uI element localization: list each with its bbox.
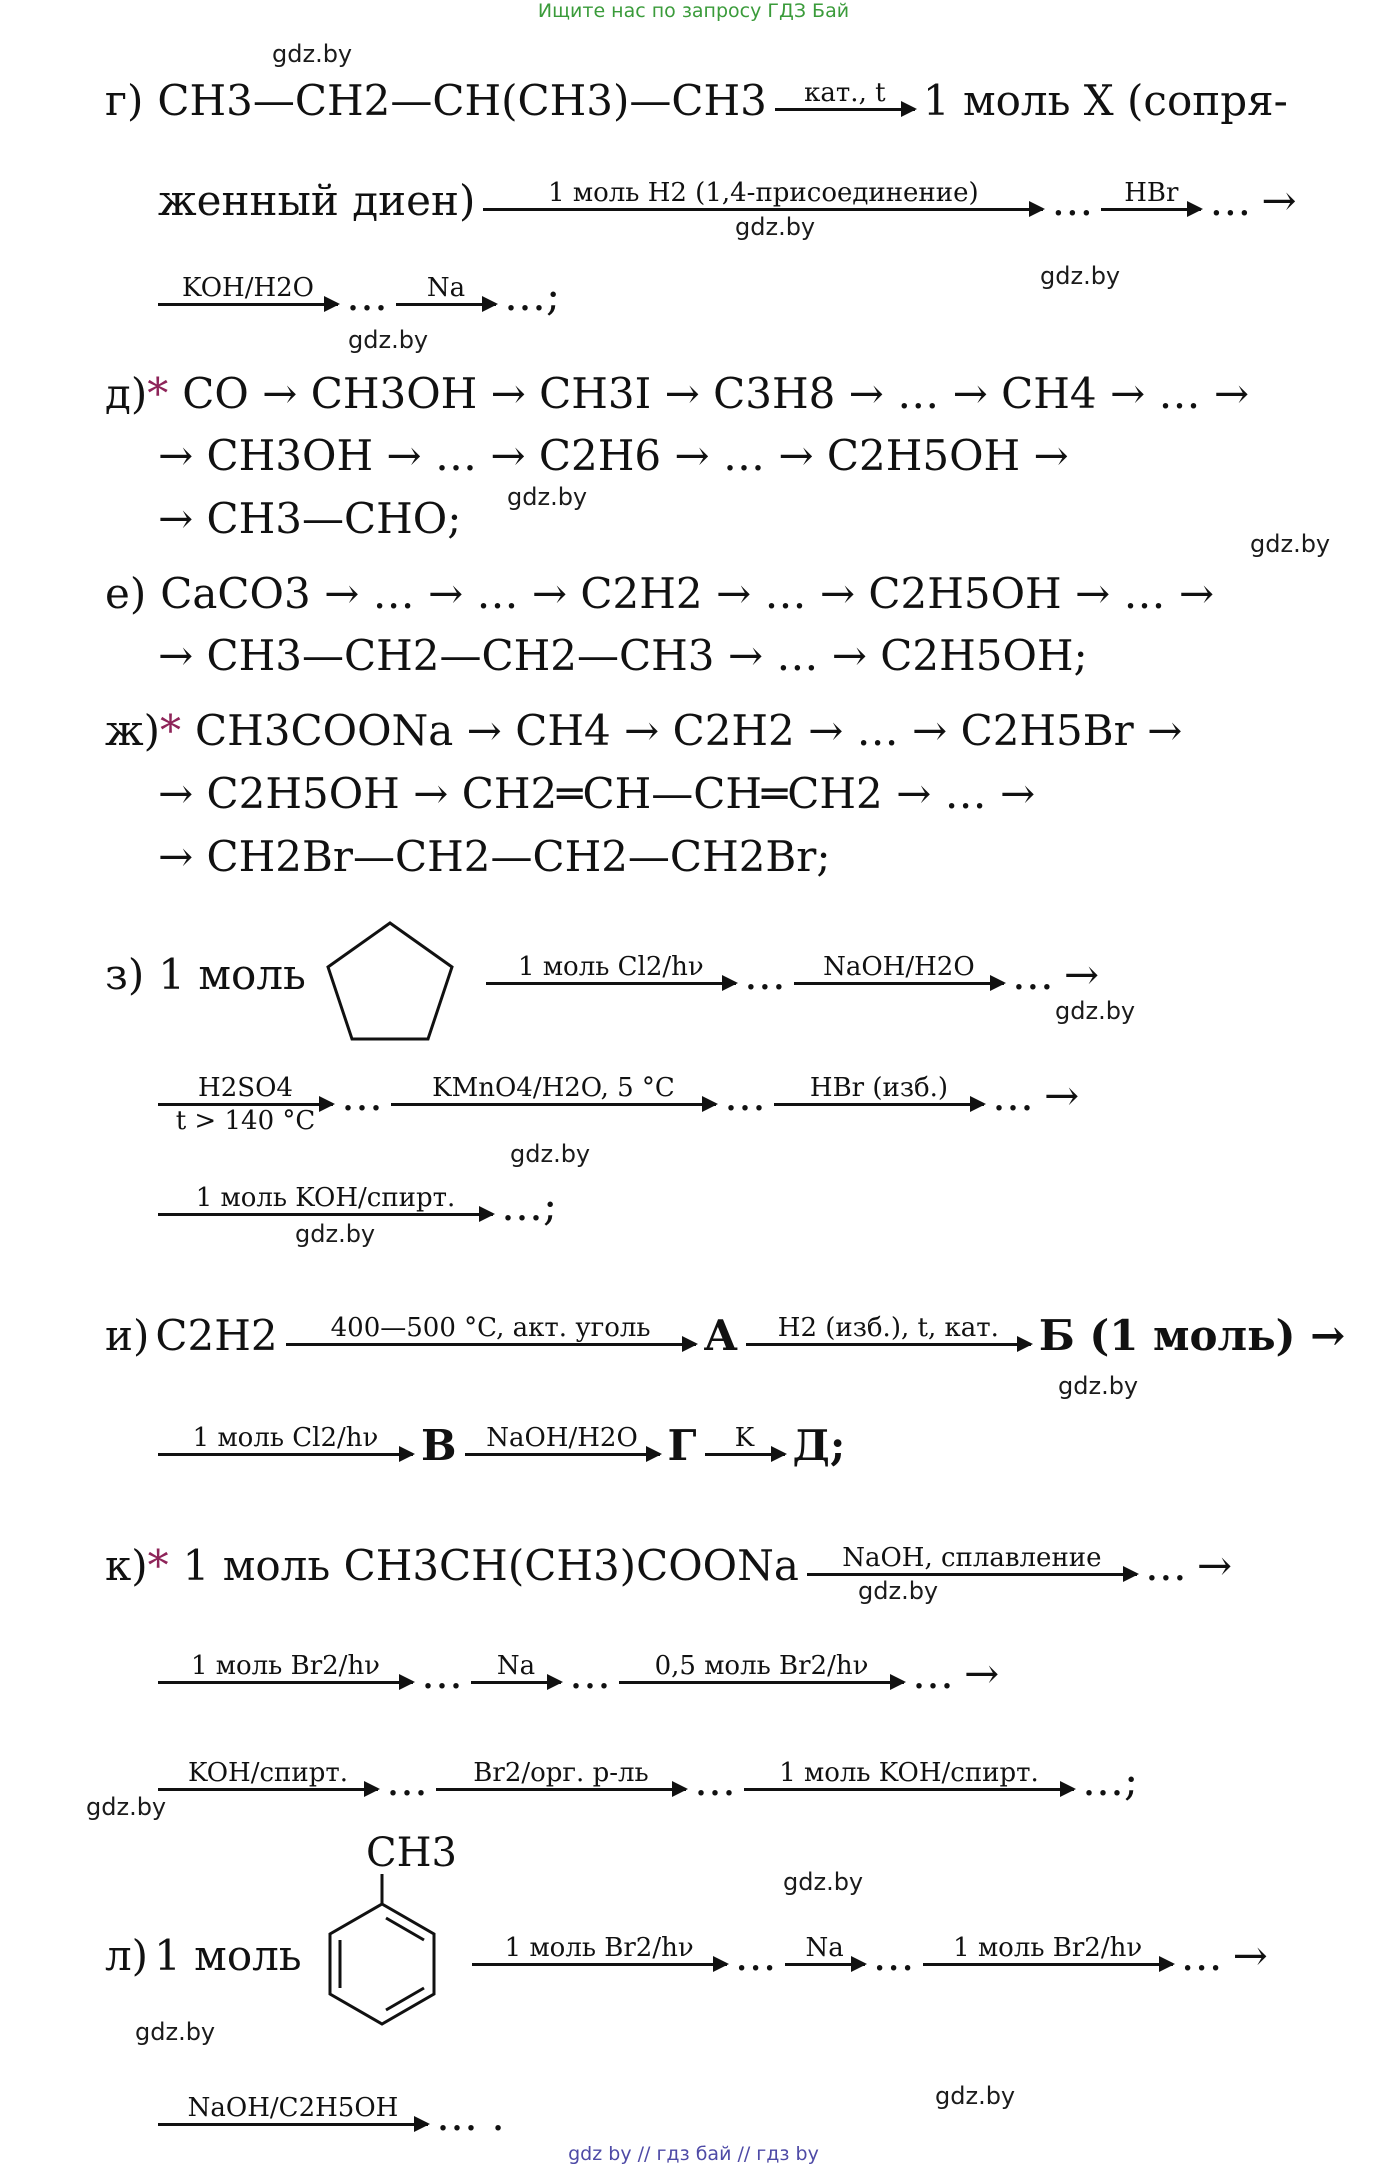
ellipsis: … [421, 1649, 463, 1698]
ellipsis: … [743, 950, 786, 999]
watermark: gdz.by [348, 326, 429, 354]
formula: → CH3—CHO; [158, 494, 462, 543]
arrow-shaft [158, 303, 338, 306]
reaction-arrow [1101, 155, 1201, 225]
ellipsis: …; [1082, 1756, 1139, 1805]
reaction-arrow [472, 1910, 727, 1980]
watermark: gdz.by [507, 483, 588, 511]
arrow-condition: 1 моль Cl2/hν [192, 1423, 379, 1453]
arrow-condition: H2SO4 [198, 1073, 293, 1103]
formula: → CH3OH → … → C2H6 → … → C2H5OH → [158, 431, 1069, 480]
ellipsis: … [346, 271, 388, 320]
ellipsis: … [386, 1756, 428, 1805]
reaction-arrow [486, 929, 736, 999]
ellipsis: … [912, 1649, 954, 1698]
reaction-arrow [158, 1050, 333, 1136]
arrow-shaft [158, 1453, 413, 1456]
arrow-shaft [436, 1788, 686, 1791]
arrow-condition: Na [805, 1933, 844, 1963]
arrow-shaft [785, 1963, 865, 1966]
arrow-condition: KMnO4/H2O, 5 °C [432, 1073, 675, 1103]
item-g-line-1 [105, 55, 1288, 125]
item-g-line-2 [158, 155, 1307, 225]
item-k-line-2 [158, 1628, 1009, 1698]
formula: C2H2 [155, 1311, 278, 1360]
formula: 1 моль X (сопря- [922, 76, 1288, 125]
compound-letter: Д; [792, 1421, 846, 1470]
formula: 1 моль [154, 1931, 302, 1980]
item-zh-line-2 [158, 748, 1035, 818]
arrow-condition: 1 моль Br2/hν [190, 1651, 380, 1681]
arrow-shaft [774, 1103, 984, 1106]
formula: 1 моль CH3CH(CH3)COONa [182, 1541, 799, 1590]
arrow-condition: 400—500 °C, акт. уголь [330, 1313, 651, 1343]
arrow: → [1261, 176, 1297, 225]
arrow-condition: кат., t [804, 78, 886, 108]
reaction-arrow [286, 1290, 696, 1360]
reaction-arrow [807, 1520, 1137, 1590]
arrow-shaft [746, 1343, 1031, 1346]
arrow-condition: 1 моль KOH/спирт. [779, 1758, 1039, 1788]
arrow-condition: 1 моль H2 (1,4-присоединение) [548, 178, 979, 208]
reaction-arrow [158, 1160, 493, 1230]
arrow-shaft [471, 1681, 561, 1684]
item-g-line-3 [158, 250, 560, 320]
arrow-condition: Na [496, 1651, 536, 1681]
item-d-line-1 [105, 348, 1249, 418]
ellipsis: … [569, 1649, 611, 1698]
item-l-line-1 [105, 1830, 1278, 2030]
ellipsis: … [1180, 1931, 1223, 1980]
reaction-arrow [775, 55, 915, 125]
item-label: л) [105, 1931, 149, 1980]
ellipsis: … [1051, 176, 1094, 225]
watermark: gdz.by [858, 1577, 939, 1605]
arrow-condition: 1 моль KOH/спирт. [195, 1183, 456, 1213]
watermark: gdz.by [935, 2082, 1016, 2110]
arrow-shaft [158, 1788, 378, 1791]
formula: CH3COONa → CH4 → C2H2 → … → C2H5Br → [195, 706, 1183, 755]
reaction-arrow [774, 1050, 984, 1120]
asterisk-mark: * [147, 369, 169, 418]
item-label: е) [105, 569, 147, 618]
compound-letter: Б (1 моль) → [1038, 1311, 1346, 1360]
reaction-arrow [158, 2070, 428, 2140]
ellipsis: … . [436, 2091, 505, 2140]
reaction-arrow [465, 1400, 660, 1470]
arrow-condition: HBr (изб.) [809, 1073, 949, 1103]
ellipsis: …; [501, 1181, 558, 1230]
watermark: gdz.by [1250, 530, 1331, 558]
item-zh-line-1 [105, 685, 1182, 755]
arrow-shaft [775, 108, 915, 111]
formula: женный диен) [158, 176, 476, 225]
compound-letter: А [703, 1311, 738, 1360]
toluene-structure [316, 1830, 457, 2030]
item-label: к) [105, 1541, 148, 1590]
item-e-line-2 [158, 610, 1088, 680]
item-d-line-2 [158, 410, 1069, 480]
formula: → C2H5OH → CH2═CH—CH═CH2 → … → [158, 769, 1036, 818]
item-z-line-3 [158, 1160, 557, 1230]
arrow-condition: Na [426, 273, 466, 303]
arrow-shaft [158, 2123, 428, 2126]
arrow-shaft [794, 982, 1004, 985]
arrow-condition: KOH/спирт. [188, 1758, 348, 1788]
formula: → CH3—CH2—CH2—CH3 → … → C2H5OH; [158, 631, 1088, 680]
ellipsis: … [694, 1756, 736, 1805]
compound-letter: В [421, 1421, 457, 1470]
arrow-shaft [158, 1213, 493, 1216]
reaction-arrow [158, 1628, 413, 1698]
ellipsis: … [724, 1071, 766, 1120]
compound-letter: Г [667, 1421, 697, 1470]
formula: CO → CH3OH → CH3I → C3H8 → … → CH4 → … → [182, 369, 1250, 418]
methyl-substituent: CH3 [365, 1830, 457, 1876]
arrow-shaft [807, 1573, 1137, 1576]
arrow-shaft [465, 1453, 660, 1456]
watermark: gdz.by [735, 213, 816, 241]
arrow-condition: t > 140 °C [175, 1106, 316, 1136]
reaction-arrow [923, 1910, 1173, 1980]
reaction-arrow [471, 1628, 561, 1698]
reaction-arrow [483, 155, 1043, 225]
footer-links[interactable]: gdz by // гдз бай // гдз by [568, 2143, 819, 2165]
arrow-shaft [158, 1681, 413, 1684]
arrow-condition: Br2/орг. р-ль [473, 1758, 649, 1788]
item-i-line-1 [105, 1290, 1345, 1360]
ellipsis: …; [504, 271, 561, 320]
formula: → CH2Br—CH2—CH2—CH2Br; [158, 832, 831, 881]
arrow-condition: HBr [1124, 178, 1179, 208]
formula: 1 моль [158, 950, 306, 999]
item-label: д) [105, 369, 148, 418]
arrow-shaft [391, 1103, 716, 1106]
arrow-shaft [705, 1453, 785, 1456]
watermark: gdz.by [510, 1140, 591, 1168]
item-zh-line-3 [158, 811, 831, 881]
arrow-shaft [483, 208, 1043, 211]
ellipsis: … [1144, 1541, 1187, 1590]
item-d-line-3 [158, 473, 461, 543]
arrow-shaft [1101, 208, 1201, 211]
reaction-arrow [396, 250, 496, 320]
ellipsis: … [734, 1931, 777, 1980]
item-z-line-2 [158, 1050, 1089, 1136]
formula: CaCO3 → … → … → C2H2 → … → C2H5OH → … → [160, 569, 1215, 618]
item-k-line-3 [158, 1735, 1138, 1805]
item-label: з) [105, 950, 145, 999]
reaction-arrow [744, 1735, 1074, 1805]
reaction-arrow [705, 1400, 785, 1470]
formula: CH3—CH2—CH(CH3)—CH3 [157, 76, 767, 125]
asterisk-mark: * [147, 1541, 169, 1590]
reaction-arrow [436, 1735, 686, 1805]
arrow-condition: NaOH/C2H5OH [187, 2093, 399, 2123]
arrow-shaft [923, 1963, 1173, 1966]
reaction-arrow [785, 1910, 865, 1980]
reaction-arrow [746, 1290, 1031, 1360]
reaction-arrow [391, 1050, 716, 1120]
arrow: → [1063, 950, 1100, 999]
item-i-line-2 [158, 1400, 845, 1470]
watermark: gdz.by [86, 1793, 167, 1821]
ellipsis: … [992, 1071, 1034, 1120]
arrow-condition: K [734, 1423, 755, 1453]
arrow-condition: 1 моль Br2/hν [953, 1933, 1143, 1963]
arrow-shaft [286, 1343, 696, 1346]
reaction-arrow [794, 929, 1004, 999]
arrow: → [1232, 1931, 1268, 1980]
watermark: gdz.by [272, 40, 353, 68]
item-z-line-1 [105, 905, 1109, 1045]
ellipsis: … [1011, 950, 1054, 999]
reaction-arrow [158, 1400, 413, 1470]
watermark: gdz.by [1055, 997, 1136, 1025]
arrow-condition: NaOH/H2O [823, 952, 975, 982]
top-banner[interactable]: Ищите нас по запросу ГДЗ Бай [537, 0, 850, 22]
watermark: gdz.by [783, 1868, 864, 1896]
arrow-condition: H2 (изб.), t, кат. [777, 1313, 999, 1343]
watermark: gdz.by [1058, 1372, 1139, 1400]
item-label: и) [105, 1311, 150, 1360]
reaction-arrow [619, 1628, 904, 1698]
arrow-condition: KOH/H2O [181, 273, 314, 303]
item-e-line-1 [105, 548, 1214, 618]
arrow: → [1196, 1541, 1233, 1590]
watermark: gdz.by [135, 2018, 216, 2046]
ellipsis: … [341, 1071, 383, 1120]
item-k-line-1 [105, 1520, 1242, 1590]
arrow-condition: 1 моль Br2/hν [504, 1933, 694, 1963]
arrow: → [1044, 1071, 1080, 1120]
arrow-condition: 0,5 моль Br2/hν [654, 1651, 869, 1681]
arrow: → [964, 1649, 1000, 1698]
reaction-arrow [158, 250, 338, 320]
item-label: ж) [105, 706, 161, 755]
reaction-arrow [158, 1735, 378, 1805]
arrow-shaft [744, 1788, 1074, 1791]
arrow-shaft [619, 1681, 904, 1684]
arrow-shaft [472, 1963, 727, 1966]
item-label: г) [105, 76, 144, 125]
ellipsis: … [872, 1931, 915, 1980]
arrow-condition: NaOH/H2O [486, 1423, 638, 1453]
watermark: gdz.by [1040, 262, 1121, 290]
watermark: gdz.by [295, 1220, 376, 1248]
cyclopentane-ring [320, 915, 460, 1045]
arrow-condition: NaOH, сплавление [842, 1543, 1102, 1573]
arrow-shaft [486, 982, 736, 985]
ellipsis: … [1209, 176, 1252, 225]
asterisk-mark: * [160, 706, 182, 755]
arrow-shaft [396, 303, 496, 306]
arrow-condition: 1 моль Cl2/hν [518, 952, 704, 982]
item-l-line-2 [158, 2070, 505, 2140]
